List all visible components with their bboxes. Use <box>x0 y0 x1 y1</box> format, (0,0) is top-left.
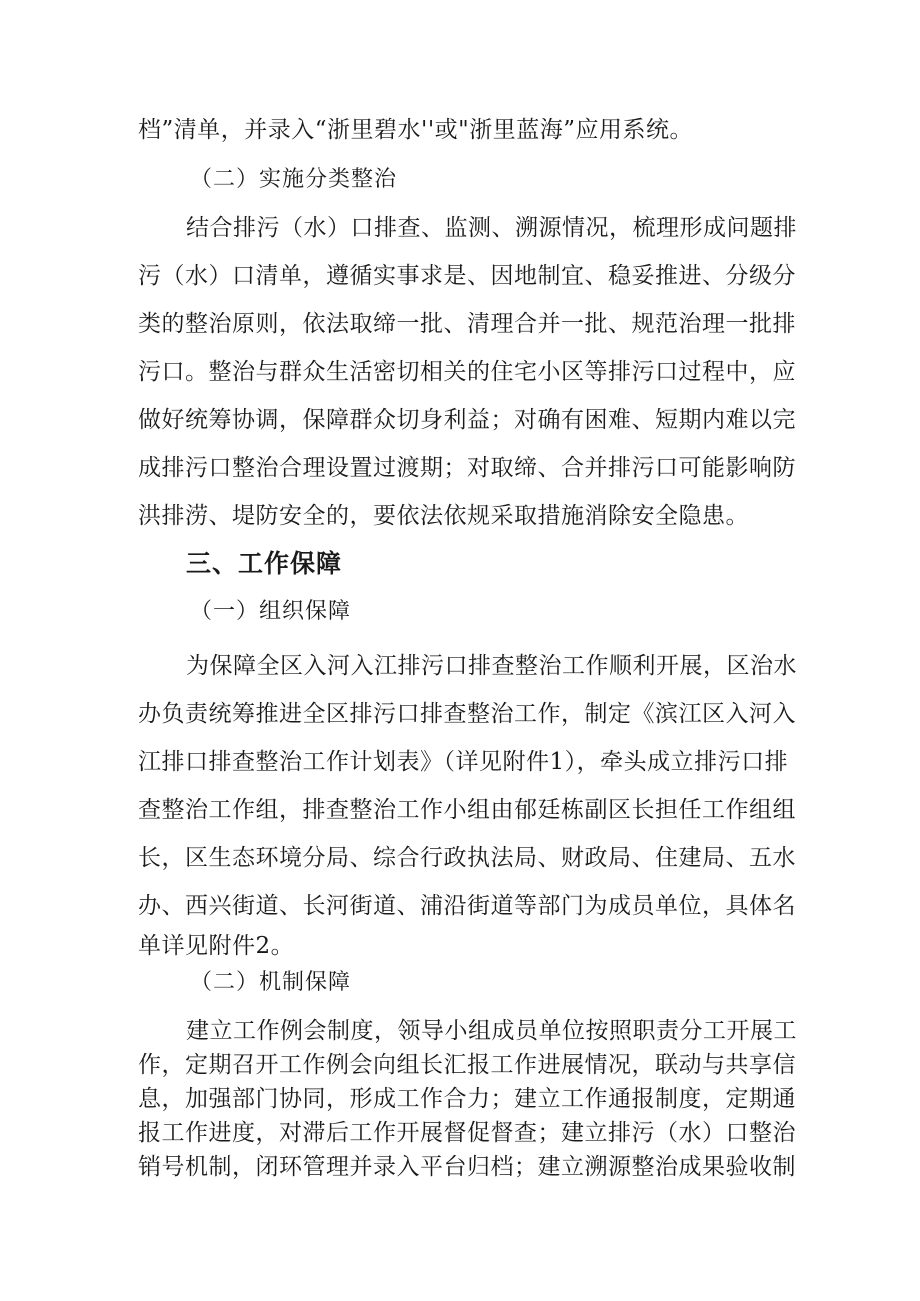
paragraph-line: 办负责统筹推进全区排污口排查整治工作，制定《滨江区入河入 <box>138 701 796 727</box>
paragraph-line: 档”清单，并录入“浙里碧水''或"浙里蓝海”应用系统。 <box>138 117 693 143</box>
paragraph-line: 销号机制，闭环管理并录入平台归档；建立溯源整治成果验收制 <box>138 1154 796 1180</box>
paragraph-line: 江排口排查整治工作计划表》（详见附件1），牵头成立排污口排 <box>138 749 789 775</box>
subsection-heading-implement: （二）实施分类整治 <box>190 167 398 192</box>
paragraph-line: 报工作进度，对滞后工作开展督促督查；建立排污（水）口整治 <box>138 1120 796 1146</box>
paragraph-line: 查整治工作组，排查整治工作小组由郁廷栋副区长担任工作组组 <box>138 797 796 823</box>
paragraph-line: 类的整治原则，依法取缔一批、清理合并一批、规范治理一批排 <box>138 311 796 337</box>
subsection-heading-mechanism: （二）机制保障 <box>190 970 352 995</box>
subsection-heading-org: （一）组织保障 <box>190 599 352 624</box>
section-heading-work-guarantee: 三、工作保障 <box>186 549 343 578</box>
paragraph-line: 污口。整治与群众生活密切相关的住宅小区等排污口过程中，应 <box>138 359 796 385</box>
paragraph-line: 洪排涝、堤防安全的，要依法依规采取措施消除安全隐患。 <box>138 503 749 529</box>
paragraph-line: 为保障全区入河入江排污口排查整治工作顺利开展，区治水 <box>186 653 797 679</box>
paragraph-line: 作，定期召开工作例会向组长汇报工作进展情况，联动与共享信 <box>138 1052 796 1078</box>
paragraph-line: 建立工作例会制度，领导小组成员单位按照职责分工开展工 <box>186 1018 797 1044</box>
paragraph-line: 成排污口整治合理设置过渡期；对取缔、合并排污口可能影响防 <box>138 455 796 481</box>
paragraph-line: 长，区生态环境分局、综合行政执法局、财政局、住建局、五水 <box>138 845 796 871</box>
paragraph-line: 息，加强部门协同，形成工作合力；建立工作通报制度，定期通 <box>138 1086 796 1112</box>
paragraph-line: 单详见附件2。 <box>138 933 295 959</box>
paragraph-line: 结合排污（水）口排查、监测、溯源情况，梳理形成问题排 <box>186 215 797 241</box>
paragraph-line: 做好统筹协调，保障群众切身利益；对确有困难、短期内难以完 <box>138 407 796 433</box>
paragraph-line: 办、西兴街道、长河街道、浦沿街道等部门为成员单位，具体名 <box>138 893 796 919</box>
paragraph-line: 污（水）口清单，遵循实事求是、因地制宜、稳妥推进、分级分 <box>138 263 796 289</box>
